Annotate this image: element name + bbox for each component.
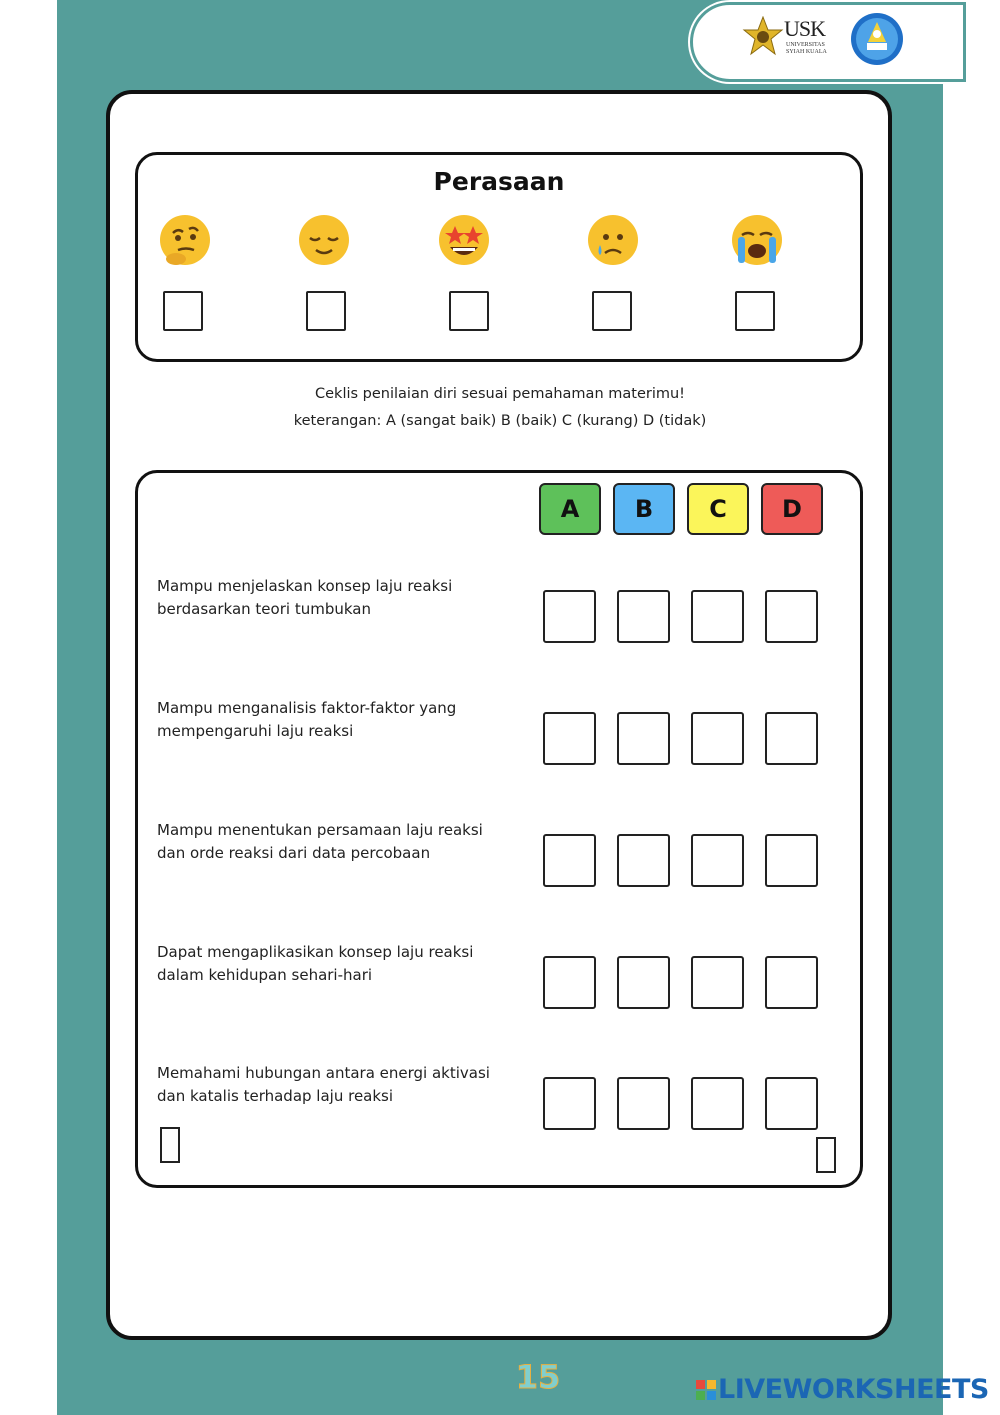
row-2-checkbox-a[interactable]	[543, 712, 596, 765]
usk-logo	[742, 14, 832, 62]
row-5-checkbox-a[interactable]	[543, 1077, 596, 1130]
feeling-checkbox-3[interactable]	[449, 291, 489, 331]
column-header-d: D	[761, 483, 823, 535]
statement-4	[157, 941, 527, 987]
feelings-panel	[135, 152, 863, 362]
missing-glyph-box-right	[816, 1137, 836, 1173]
statement-4-line-1: Dapat mengaplikasikan konsep laju reaksi	[157, 943, 474, 961]
statement-5	[157, 1062, 527, 1108]
statement-1-line-2: berdasarkan teori tumbukan	[157, 600, 371, 618]
self-assessment-table	[135, 470, 863, 1188]
liveworksheets-watermark	[690, 1374, 990, 1410]
statement-5-line-2: dan katalis terhadap laju reaksi	[157, 1087, 394, 1105]
statement-3	[157, 819, 527, 865]
row-2-checkbox-d[interactable]	[765, 712, 818, 765]
statement-1	[157, 575, 527, 621]
thinking-face-icon	[158, 213, 212, 267]
loudly-crying-face-icon	[730, 213, 784, 267]
row-1-checkbox-b[interactable]	[617, 590, 670, 643]
star-struck-face-icon	[437, 213, 491, 267]
missing-glyph-box-left	[160, 1127, 180, 1163]
statement-3-line-1: Mampu menentukan persamaan laju reaksi	[157, 821, 483, 839]
feeling-checkbox-1[interactable]	[163, 291, 203, 331]
row-2-checkbox-c[interactable]	[691, 712, 744, 765]
feeling-checkbox-5[interactable]	[735, 291, 775, 331]
row-4-checkbox-b[interactable]	[617, 956, 670, 1009]
row-1-checkbox-d[interactable]	[765, 590, 818, 643]
row-5-checkbox-c[interactable]	[691, 1077, 744, 1130]
page-number: 15	[515, 1358, 561, 1396]
row-2-checkbox-b[interactable]	[617, 712, 670, 765]
row-5-checkbox-b[interactable]	[617, 1077, 670, 1130]
feeling-checkbox-4[interactable]	[592, 291, 632, 331]
usk-logo-text: USK	[784, 16, 826, 41]
statement-4-line-2: dalam kehidupan sehari-hari	[157, 966, 373, 984]
instruction-text: Ceklis penilaian diri sesuai pemahaman materimu!	[315, 386, 685, 402]
column-header-c: C	[687, 483, 749, 535]
row-5-checkbox-d[interactable]	[765, 1077, 818, 1130]
crying-face-icon	[586, 213, 640, 267]
row-4-checkbox-a[interactable]	[543, 956, 596, 1009]
statement-3-line-2: dan orde reaksi dari data percobaan	[157, 844, 431, 862]
row-3-checkbox-b[interactable]	[617, 834, 670, 887]
row-3-checkbox-a[interactable]	[543, 834, 596, 887]
legend-text: keterangan: A (sangat baik) B (baik) C (kurang) D (tidak)	[293, 413, 707, 429]
row-1-checkbox-a[interactable]	[543, 590, 596, 643]
statement-5-line-1: Memahami hubungan antara energi aktivasi	[157, 1064, 490, 1082]
usk-emblem-icon	[742, 16, 784, 58]
row-4-checkbox-c[interactable]	[691, 956, 744, 1009]
liveworksheets-logo-icon	[696, 1380, 716, 1400]
column-header-a: A	[539, 483, 601, 535]
row-3-checkbox-c[interactable]	[691, 834, 744, 887]
relieved-face-icon	[297, 213, 351, 267]
statement-2	[157, 697, 527, 743]
column-header-b: B	[613, 483, 675, 535]
liveworksheets-text: LIVEWORKSHEETS	[718, 1374, 989, 1405]
statement-2-line-2: mempengaruhi laju reaksi	[157, 722, 354, 740]
feeling-checkbox-2[interactable]	[306, 291, 346, 331]
row-1-checkbox-c[interactable]	[691, 590, 744, 643]
row-3-checkbox-d[interactable]	[765, 834, 818, 887]
row-4-checkbox-d[interactable]	[765, 956, 818, 1009]
statement-1-line-1: Mampu menjelaskan konsep laju reaksi	[157, 577, 453, 595]
statement-2-line-1: Mampu menganalisis faktor-faktor yang	[157, 699, 457, 717]
tut-wuri-handayani-logo-icon	[850, 12, 904, 66]
feelings-title: Perasaan	[433, 167, 565, 196]
usk-logo-subtext: UNIVERSITAS SYIAH KUALA	[786, 42, 827, 55]
